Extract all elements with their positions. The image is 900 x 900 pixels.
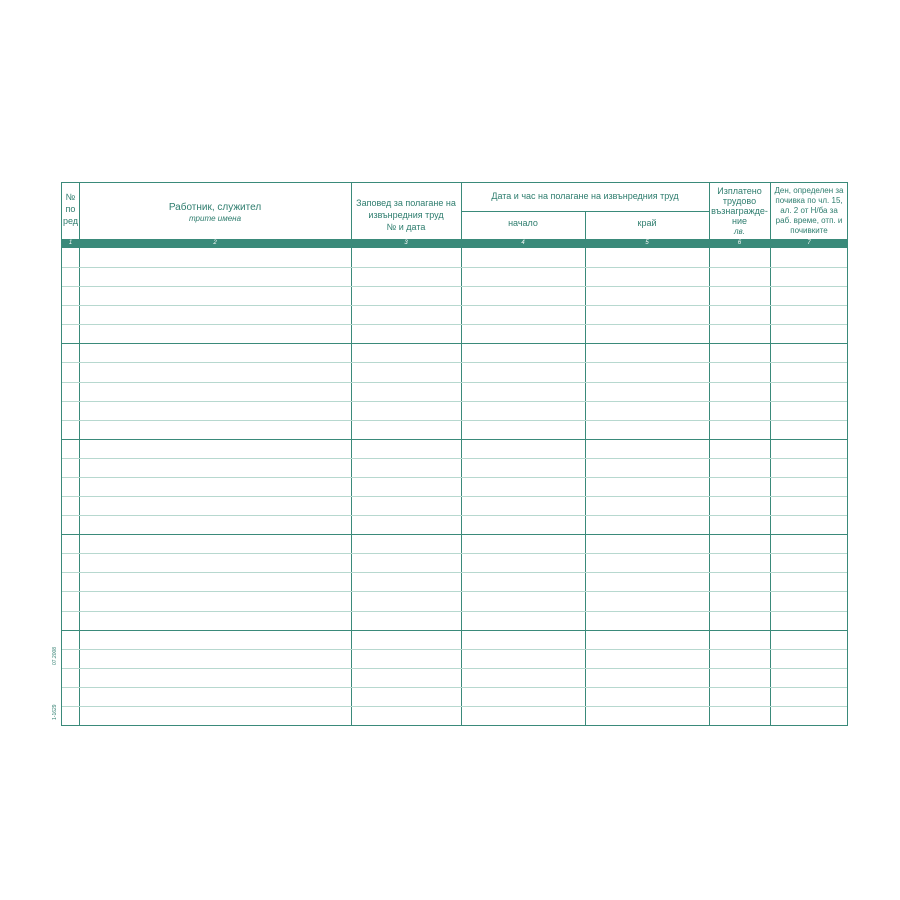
col-1-header: № по ред	[62, 192, 79, 226]
date-code-note: 07.2008	[52, 646, 58, 665]
group-divider	[461, 211, 709, 212]
table-row-rule	[62, 706, 847, 707]
table-row-rule	[62, 439, 847, 440]
col-number: 6	[737, 240, 742, 246]
table-row-rule	[62, 324, 847, 325]
col-number: 2	[213, 240, 217, 246]
table-row-rule	[62, 630, 847, 631]
col-4-header: начало	[508, 218, 538, 228]
table-row-rule	[62, 286, 847, 287]
column-number-bar	[62, 239, 847, 248]
col-2-header: Работник, служител трите имена	[168, 202, 262, 223]
col-number: 7	[807, 240, 811, 246]
table-row-rule	[62, 649, 847, 650]
col-number: 4	[521, 240, 525, 246]
table-row-rule	[62, 553, 847, 554]
table-row-rule	[62, 362, 847, 363]
table-row-rule	[62, 515, 847, 516]
col-3-header: Заповед за полагане на извънредния труд № и дата	[356, 198, 456, 232]
overtime-register-form	[61, 182, 848, 726]
table-row-rule	[62, 305, 847, 306]
table-row-rule	[62, 420, 847, 421]
table-row-rule	[62, 572, 847, 573]
table-row-rule	[62, 382, 847, 383]
table-row-rule	[62, 591, 847, 592]
table-row-rule	[62, 267, 847, 268]
col-6-header: Изплатено трудово възнагражде- ние лв.	[711, 186, 768, 236]
table-row-rule	[62, 534, 847, 535]
table-row-rule	[62, 477, 847, 478]
col-7-header: Ден, определен за почивка по чл. 15, ал. 2 от Н/ба за раб. време, отп. и почивките	[774, 186, 844, 235]
col-number: 5	[645, 240, 649, 246]
col-5-header: край	[637, 218, 657, 228]
col-number: 3	[404, 240, 408, 246]
table-row-rule	[62, 458, 847, 459]
table-row-rule	[62, 496, 847, 497]
table-row-rule	[62, 668, 847, 669]
date-time-group-header: Дата и час на полагане на извънредния труд	[491, 191, 679, 201]
table-row-rule	[62, 687, 847, 688]
col-number: 1	[68, 240, 73, 246]
table-row-rule	[62, 343, 847, 344]
table-body	[62, 248, 847, 725]
table-row-rule	[62, 401, 847, 402]
table-row-rule	[62, 611, 847, 612]
form-code-note: 1-1629	[52, 704, 58, 720]
